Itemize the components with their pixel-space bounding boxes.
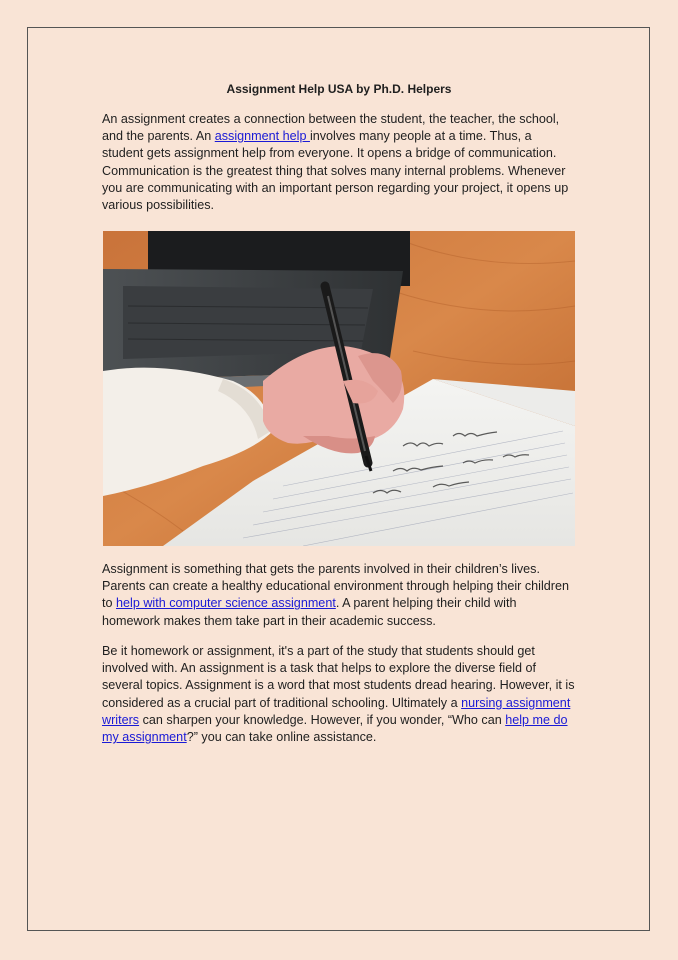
paragraph-text: involves many people at a time. Thus, a student gets assignment help from everyone. It opens a bridge of communication. Communication is the greatest thing that solves many internal problems. Whenever you are communicating with an important person regarding your project, it opens up various possibilities.: [102, 129, 569, 213]
paragraph-text: . A parent helping their child with homework makes them take part in their academic success.: [102, 596, 517, 628]
paragraph-text: can sharpen your knowledge. However, if you wonder, “Who can: [139, 712, 506, 727]
page-title: Assignment Help USA by Ph.D. Helpers: [226, 82, 452, 96]
paragraph-intro: [102, 111, 576, 214]
paragraph-text: ?” you can take online assistance.: [186, 730, 377, 745]
paragraph-parents: [102, 561, 576, 630]
help-me-do-my-assignment-link[interactable]: help me do my assignment: [102, 712, 568, 745]
assignment-help-link[interactable]: assignment help: [214, 129, 310, 144]
writing-hand-photo: [103, 231, 575, 546]
paragraph-text: Be it homework or assignment, it's a part of the study that students should get involved with. An assignment is a task that helps to explore the diverse field of several topics. Assignment is a word that most students dread hearing. However, it is considered as a crucial part of traditional schooling. Ultimately a: [102, 644, 575, 710]
computer-science-assignment-link[interactable]: help with computer science assignment: [116, 596, 336, 611]
nursing-assignment-writers-link[interactable]: nursing assignment writers: [102, 695, 571, 727]
paragraph-text: An assignment creates a connection between the student, the teacher, the school, and the parents. An: [102, 112, 560, 144]
paragraph-text: Assignment is something that gets the parents involved in their children’s lives. Parents can create a healthy educational environment through helping their children to: [102, 562, 569, 611]
paragraph-homework: [102, 643, 576, 746]
